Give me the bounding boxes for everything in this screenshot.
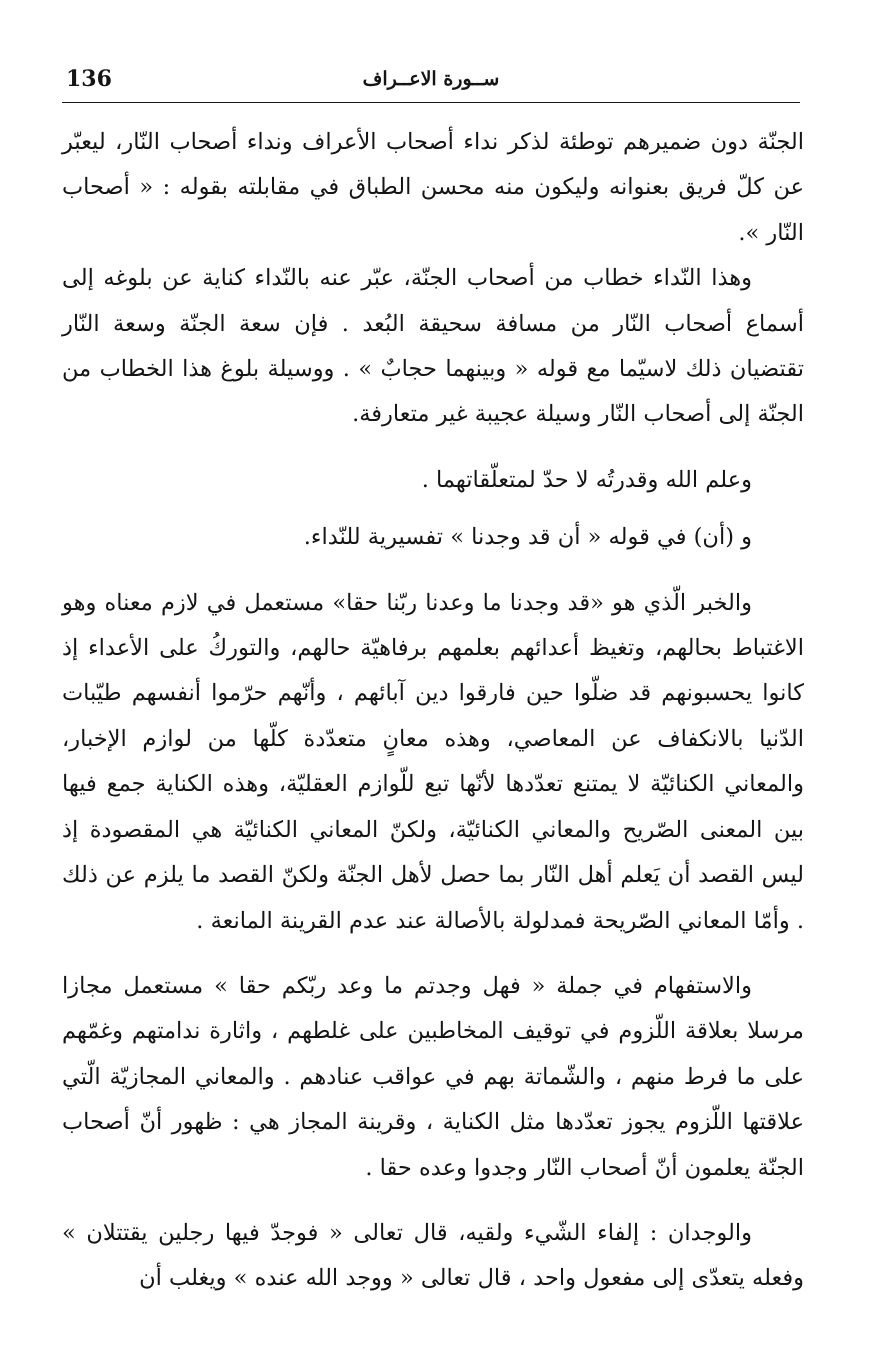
paragraph-6: والاستفهام في جملة « فهل وجدتم ما وعد ربّكم حقا » مستعمل مجازا مرسلا بعلاقة اللّزوم في توقيف المخاطبين على غلطهم ، واثارة ندامتهم وغمّهم على ما فرط منهم ، والشّماتة بهم في عواقب عنادهم . والمعاني المجازيّة الّتي علاقتها اللّزوم يجوز تعدّدها مثل الكناية ، وقرينة المجاز هي : ظهور أنّ أصحاب الجنّة يعلمون أنّ أصحاب النّار وجدوا وعده حقا . bbox=[62, 972, 804, 1181]
paragraph-2: وهذا النّداء خطاب من أصحاب الجنّة، عبّر عنه بالنّداء كناية عن بلوغه إلى أسماع أصحاب النّار من مسافة سحيقة البُعد . فإن سعة الجنّة وسعة النّار تقتضيان ذلك لاسيّما مع قوله « وبينهما حجابٌ » . ووسيلة بلوغ هذا الخطاب من الجنّة إلى أصحاب النّار وسيلة عجيبة غير متعارفة. bbox=[62, 265, 804, 428]
body-text bbox=[62, 120, 804, 1302]
paragraph-7: والوجدان : إلفاء الشّيء ولقيه، قال تعالى « فوجدّ فيها رجلين يقتتلان » وفعله يتعدّى إلى مفعول واحد ، قال تعالى « ووجد الله عنده » ويغلب أن bbox=[62, 1219, 804, 1292]
page-header bbox=[62, 64, 800, 103]
page-number: 136 bbox=[66, 66, 112, 92]
paragraph-1: الجنّة دون ضميرهم توطئة لذكر نداء أصحاب الأعراف ونداء أصحاب النّار، ليعبّر عن كلّ فريق بعنوانه وليكون منه محسن الطباق في مقابلته بقوله : « أصحاب النّار ». bbox=[62, 129, 804, 246]
paragraph-5: والخبر الّذي هو «قد وجدنا ما وعدنا ربّنا حقا» مستعمل في لازم معناه وهو الاغتباط بحالهم، وتغيظ أعدائهم بعلمهم برفاهيّة حالهم، والتوركُ على الأعداء إذ كانوا يحسبونهم قد ضلّوا حين فارقوا دين آبائهم ، وأنّهم حرّموا أنفسهم طيّبات الدّنيا بالانكفاف عن المعاصي، وهذه معانٍ متعدّدة كلّها من لوازم الإخبار، والمعاني الكنائيّة لا يمتنع تعدّدها لأنّها تبع للّوازم العقليّة، وهذه الكناية جمع فيها بين المعنى الصّريح والمعاني الكنائيّة، ولكنّ المعاني الكنائيّة هي المقصودة إذ ليس القصد أن يَعلم أهل النّار بما حصل لأهل الجنّة ولكنّ القصد ما يلزم عن ذلك . وأمّا المعاني الصّريحة فمدلولة بالأصالة عند عدم القرينة المانعة . bbox=[62, 589, 804, 934]
paragraph-4: و (أن) في قوله « أن قد وجدنا » تفسيرية للنّداء. bbox=[303, 524, 752, 551]
running-title: ســورة الاعــراف bbox=[362, 68, 500, 90]
paragraph-3: وعلم الله وقدرتُه لا حدّ لمتعلّقاتهما . bbox=[421, 466, 752, 493]
